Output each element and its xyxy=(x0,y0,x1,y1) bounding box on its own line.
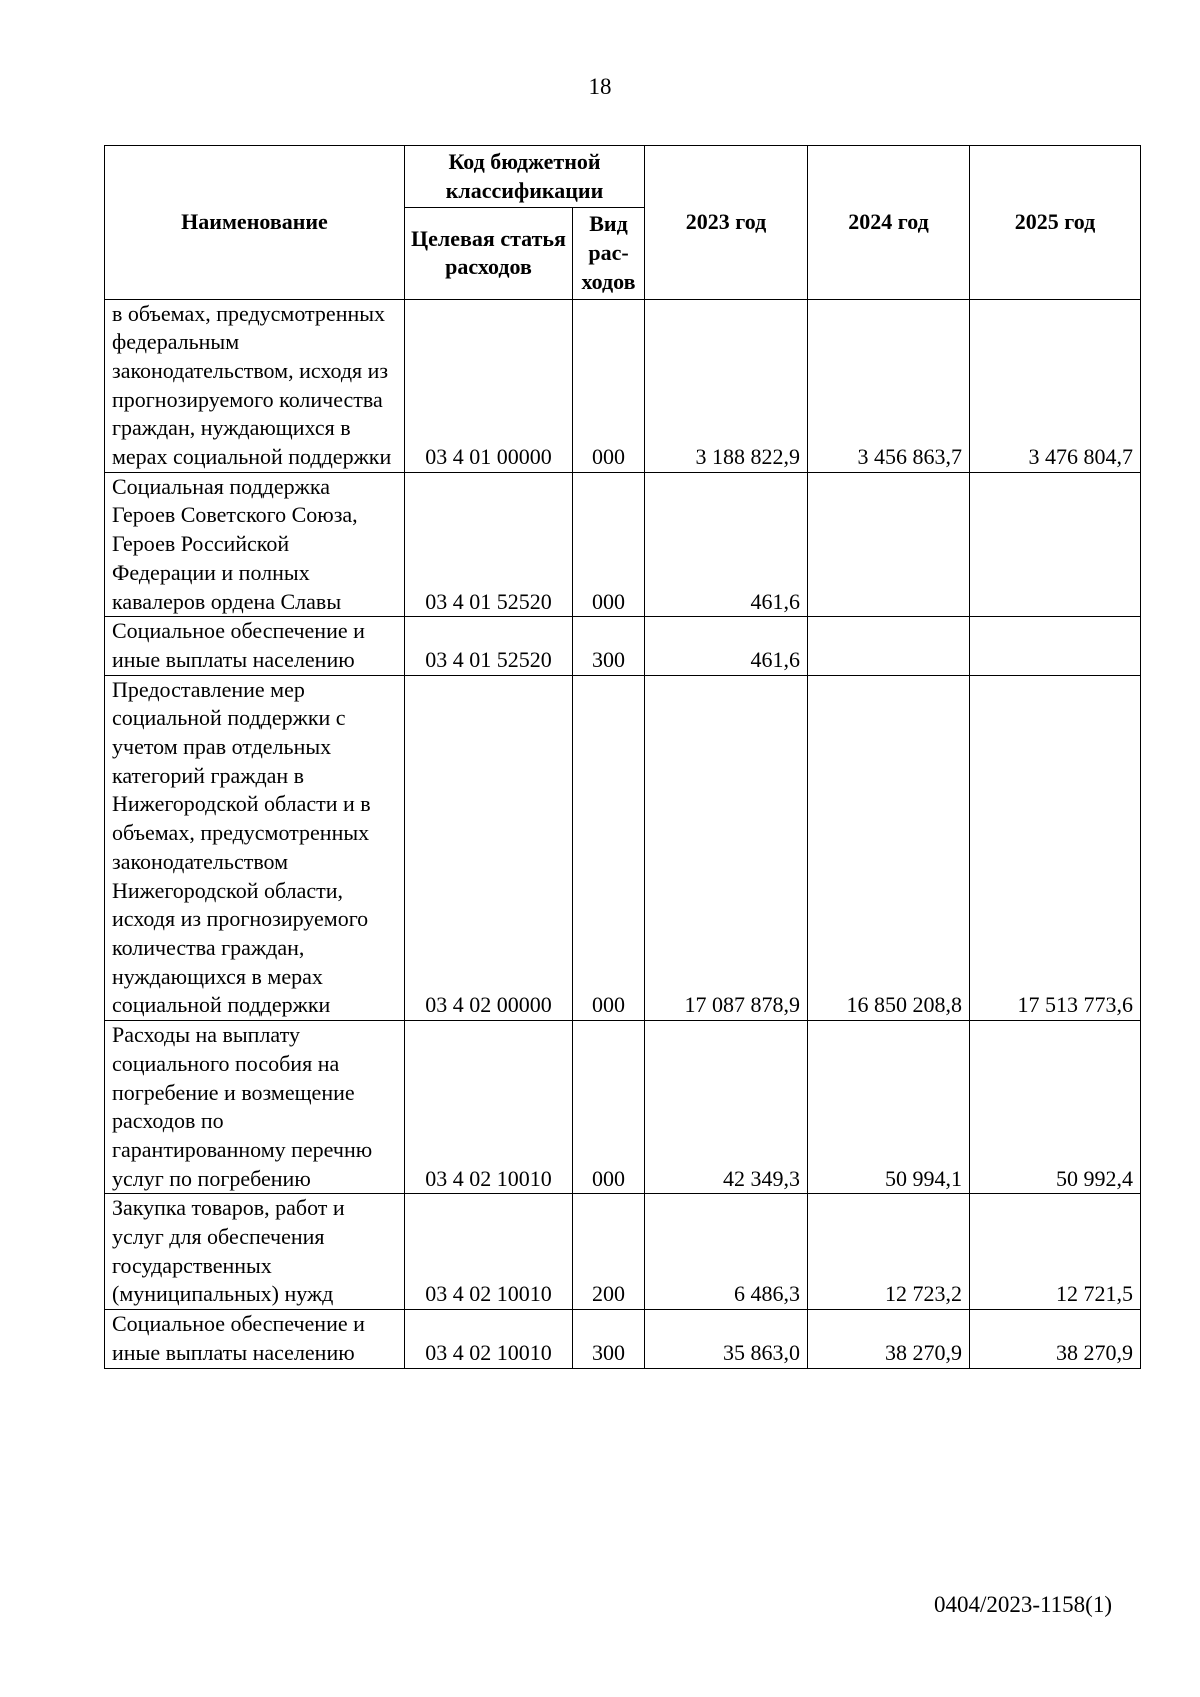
cell-2023: 3 188 822,9 xyxy=(645,299,808,472)
cell-target-article: 03 4 02 10010 xyxy=(405,1021,573,1194)
cell-2024 xyxy=(808,472,970,617)
cell-2025 xyxy=(970,617,1141,675)
cell-2024: 38 270,9 xyxy=(808,1310,970,1368)
cell-target-article: 03 4 01 52520 xyxy=(405,617,573,675)
cell-2024: 50 994,1 xyxy=(808,1021,970,1194)
cell-name: Закупка товаров, работ и услуг для обеспечения государственных (муниципальных) нужд xyxy=(105,1194,405,1310)
table-row xyxy=(105,472,1141,617)
page-number: 18 xyxy=(588,74,612,99)
cell-expense-type: 300 xyxy=(573,1310,645,1368)
table-row xyxy=(105,1021,1141,1194)
cell-expense-type: 000 xyxy=(573,675,645,1020)
cell-target-article: 03 4 02 00000 xyxy=(405,675,573,1020)
cell-target-article: 03 4 02 10010 xyxy=(405,1310,573,1368)
table-body xyxy=(105,299,1141,1368)
header-expense-type: Вид рас-ходов xyxy=(573,208,645,299)
table-row xyxy=(105,299,1141,472)
cell-name: в объемах, предусмотренных федеральным законодательством, исходя из прогнозируемого количества граждан, нуждающихся в мерах социальной поддержки xyxy=(105,299,405,472)
table-row xyxy=(105,617,1141,675)
cell-name: Расходы на выплату социального пособия на погребение и возмещение расходов по гарантированному перечню услуг по погребению xyxy=(105,1021,405,1194)
cell-target-article: 03 4 01 00000 xyxy=(405,299,573,472)
cell-2023: 6 486,3 xyxy=(645,1194,808,1310)
header-year-2025: 2025 год xyxy=(970,146,1141,300)
cell-name: Социальная поддержка Героев Советского Союза, Героев Российской Федерации и полных кавалеров ордена Славы xyxy=(105,472,405,617)
cell-target-article: 03 4 02 10010 xyxy=(405,1194,573,1310)
cell-expense-type: 300 xyxy=(573,617,645,675)
cell-2025: 17 513 773,6 xyxy=(970,675,1141,1020)
cell-2023: 35 863,0 xyxy=(645,1310,808,1368)
cell-2025 xyxy=(970,472,1141,617)
cell-2024 xyxy=(808,617,970,675)
cell-2025: 12 721,5 xyxy=(970,1194,1141,1310)
budget-table xyxy=(104,145,1141,1369)
cell-2024: 16 850 208,8 xyxy=(808,675,970,1020)
cell-2024: 3 456 863,7 xyxy=(808,299,970,472)
cell-2025: 3 476 804,7 xyxy=(970,299,1141,472)
table-row xyxy=(105,1310,1141,1368)
cell-2025: 38 270,9 xyxy=(970,1310,1141,1368)
cell-name: Предоставление мер социальной поддержки с учетом прав отдельных категорий граждан в Нижегородской области и в объемах, предусмотренных законодательством Нижегородской области, исходя из прогнозируемого количества граждан, нуждающихся в мерах социальной поддержки xyxy=(105,675,405,1020)
header-name: Наименование xyxy=(105,146,405,300)
cell-name: Социальное обеспечение и иные выплаты населению xyxy=(105,617,405,675)
cell-2023: 17 087 878,9 xyxy=(645,675,808,1020)
cell-expense-type: 000 xyxy=(573,299,645,472)
cell-expense-type: 000 xyxy=(573,472,645,617)
header-row-1 xyxy=(105,146,1141,208)
cell-target-article: 03 4 01 52520 xyxy=(405,472,573,617)
cell-2023: 42 349,3 xyxy=(645,1021,808,1194)
cell-2024: 12 723,2 xyxy=(808,1194,970,1310)
header-bcc-group: Код бюджетной классификации xyxy=(405,146,645,208)
cell-expense-type: 200 xyxy=(573,1194,645,1310)
table-row xyxy=(105,1194,1141,1310)
cell-2023: 461,6 xyxy=(645,472,808,617)
header-target-article: Целевая статья расходов xyxy=(405,208,573,299)
cell-name: Социальное обеспечение и иные выплаты населению xyxy=(105,1310,405,1368)
header-year-2023: 2023 год xyxy=(645,146,808,300)
cell-2023: 461,6 xyxy=(645,617,808,675)
header-year-2024: 2024 год xyxy=(808,146,970,300)
cell-2025: 50 992,4 xyxy=(970,1021,1141,1194)
document-id: 0404/2023-1158(1) xyxy=(933,1592,1112,1617)
table-row xyxy=(105,675,1141,1020)
cell-expense-type: 000 xyxy=(573,1021,645,1194)
